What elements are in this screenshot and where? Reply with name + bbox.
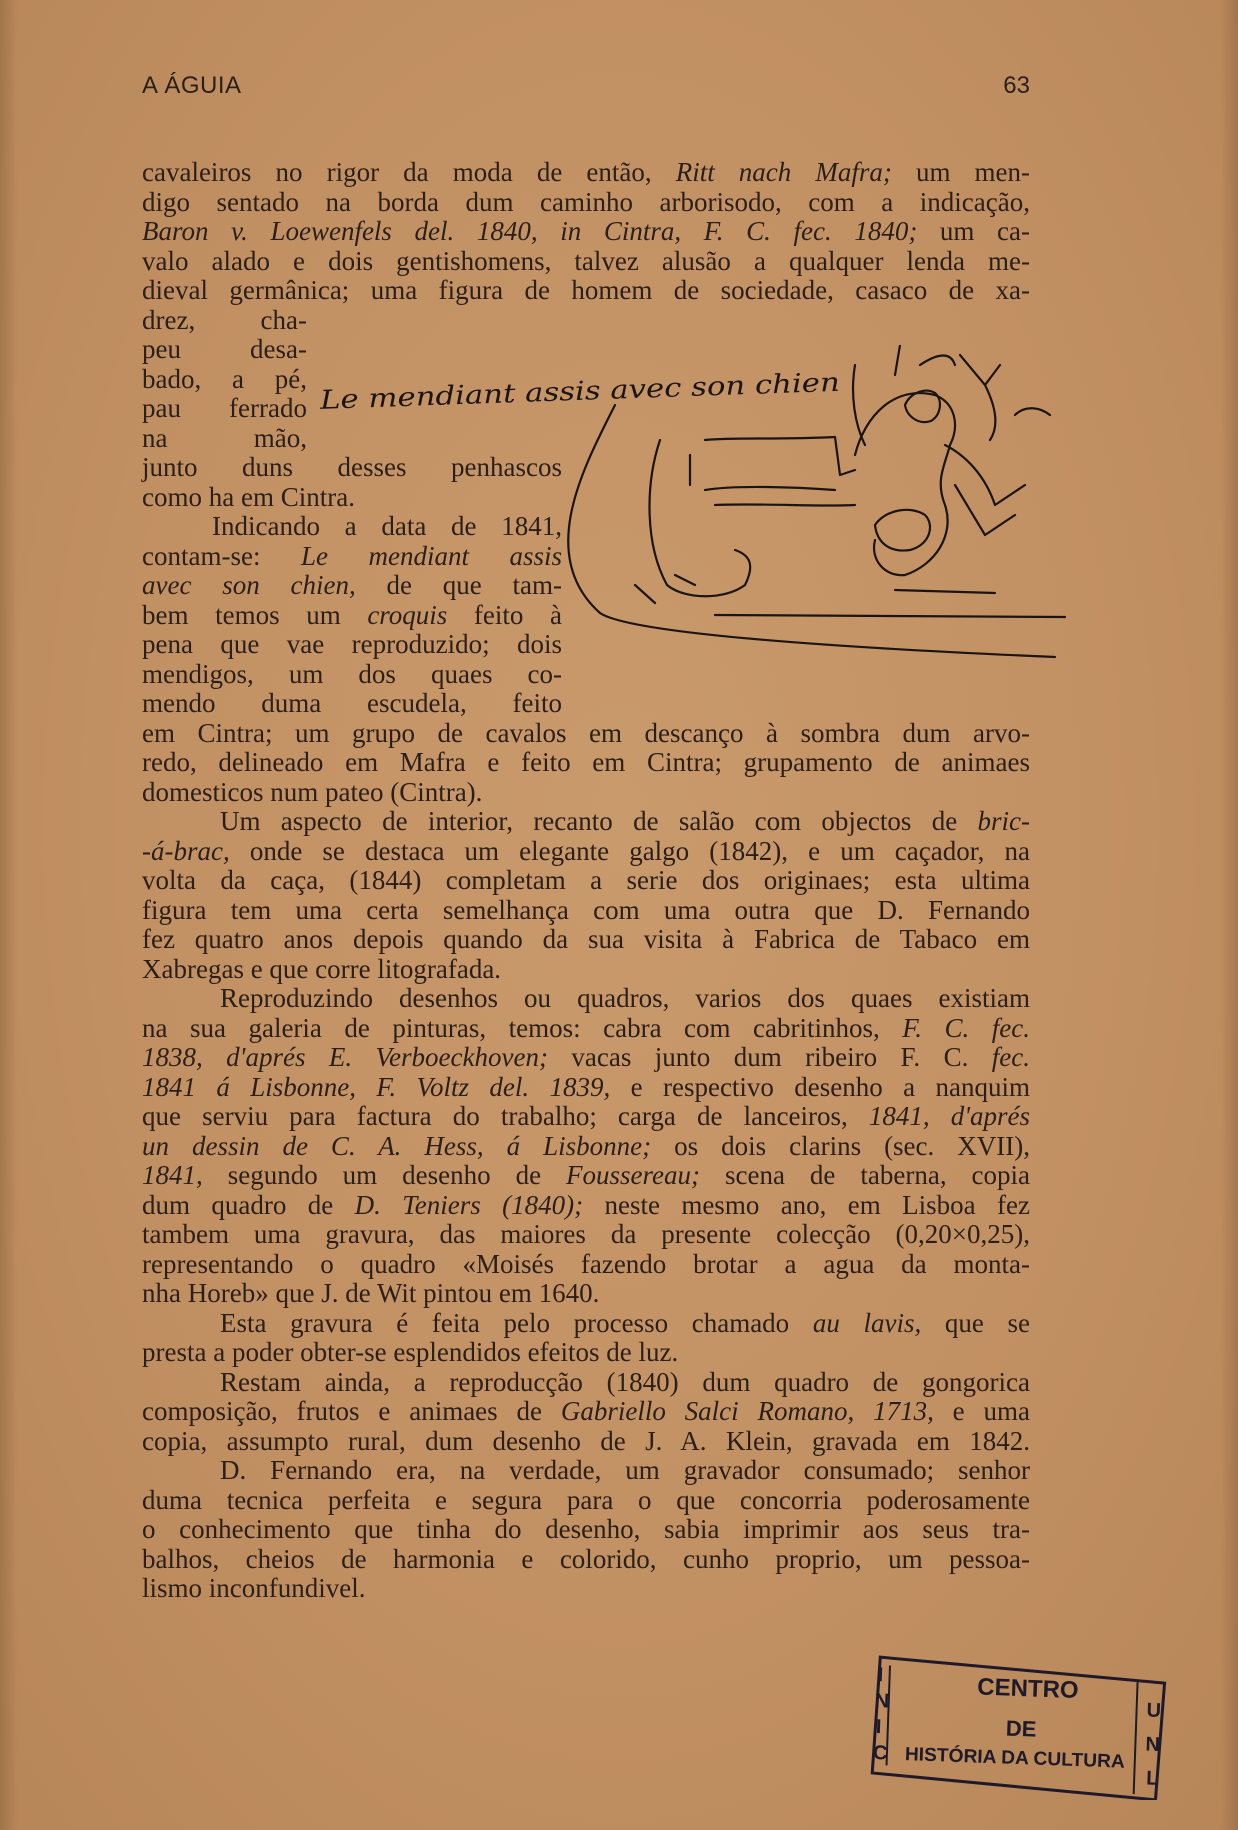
text-segment: Reproduzindo desenhos ou quadros, varios dos quaes existiam: [220, 983, 1030, 1013]
stamp-letter-right-2: N: [1145, 1733, 1161, 1756]
text-segment: pau ferrado: [142, 393, 307, 423]
text-segment: duma tecnica perfeita e segura para o que concorria poderosamente: [142, 1484, 1030, 1515]
text-line: [142, 1073, 1030, 1103]
pen-sketch-illustration: [295, 345, 1075, 685]
text-line: [142, 1486, 1030, 1516]
text-line: [142, 217, 1030, 247]
text-line: [142, 1309, 1030, 1339]
text-segment: croquis: [367, 599, 448, 630]
journal-title: A ÁGUIA: [142, 72, 242, 99]
text-segment: dum quadro de: [142, 1189, 355, 1220]
text-segment: que serviu para factura do trabalho; carga de lanceiros,: [142, 1101, 869, 1131]
text-line: [142, 424, 307, 454]
text-segment: bem temos um: [142, 599, 368, 630]
text-segment: Indicando a data de 1841,: [212, 511, 562, 541]
text-line: [142, 1279, 1030, 1309]
text-segment: dieval germânica; uma figura de homem de sociedade, casaco de xa-: [142, 275, 1030, 305]
text-segment: bado, a pé,: [142, 363, 307, 394]
text-segment: representando o quadro «Moisés fazendo brotar a agua da monta-: [142, 1248, 1030, 1279]
text-line: [142, 1220, 1030, 1250]
text-segment: fez quatro anos depois quando da sua visita à Fabrica de Tabaco em: [142, 924, 1030, 954]
text-segment: como ha em Cintra.: [142, 481, 355, 512]
text-segment: presta a poder obter-se esplendidos efeitos de luz.: [142, 1337, 679, 1367]
text-segment: volta da caça, (1844) completam a serie dos originaes; esta ultima: [142, 865, 1030, 895]
text-segment: D. Teniers (1840);: [354, 1189, 584, 1220]
sketch-dog: [875, 510, 930, 551]
page-edge-right: [1220, 0, 1238, 1830]
text-segment: figura tem uma certa semelhança com uma outra que D. Fernando: [142, 894, 1030, 925]
text-line: [142, 748, 1030, 778]
text-segment: -á-brac,: [142, 835, 230, 866]
text-segment: scena de taberna, copia: [700, 1160, 1031, 1190]
text-segment: digo sentado na borda dum caminho arborisodo, com a indicação,: [142, 186, 1030, 217]
text-segment: copia, assumpto rural, dum desenho de J. A. Klein, gravada em 1842.: [142, 1425, 1030, 1456]
text-segment: D. Fernando era, na verdade, um gravador consumado; senhor: [220, 1455, 1030, 1485]
text-line: [142, 1397, 1030, 1427]
stamp-letter-left-4: C: [872, 1741, 888, 1765]
text-line: [142, 1545, 1030, 1575]
text-line: [142, 158, 1030, 188]
text-segment: composição, frutos e animaes de: [142, 1396, 561, 1426]
text-segment: Foussereau;: [566, 1160, 701, 1190]
text-segment: Baron v. Loewenfels del. 1840, in Cintra, F. C. fec. 1840;: [142, 216, 918, 246]
text-segment: o conhecimento que tinha do desenho, sabia imprimir aos seus tra-: [142, 1514, 1030, 1544]
text-segment: 1841, d'aprés: [868, 1101, 1030, 1131]
text-segment: cavaleiros no rigor da moda de então,: [142, 157, 676, 187]
sketch-handwritten-caption: Le mendiant assis avec son chien: [319, 370, 761, 416]
text-segment: un dessin de C. A. Hess, á Lisbonne;: [142, 1130, 652, 1161]
text-segment: de que tam-: [355, 570, 562, 600]
text-line: [142, 1427, 1030, 1457]
text-segment: nha Horeb» que J. de Wit pintou em 1640.: [142, 1278, 600, 1308]
text-segment: que se: [921, 1307, 1031, 1338]
text-line: [142, 247, 1030, 277]
stamp-letter-left-1: I: [877, 1664, 884, 1687]
text-line: [142, 984, 1030, 1014]
text-segment: au lavis,: [812, 1307, 922, 1338]
text-segment: Xabregas e que corre litografada.: [142, 953, 502, 984]
text-segment: fec.: [991, 1042, 1031, 1072]
text-segment: valo alado e dois gentishomens, talvez alusão a qualquer lenda me-: [142, 245, 1030, 276]
text-line: [142, 925, 1030, 955]
text-segment: neste mesmo ano, em Lisboa fez: [583, 1189, 1030, 1220]
text-line: [142, 306, 307, 336]
page-number: 63: [1003, 72, 1030, 99]
text-segment: 1838, d'aprés E. Verboeckhoven;: [142, 1042, 548, 1072]
text-segment: mendigos, um dos quaes co-: [142, 658, 562, 689]
text-segment: redo, delineado em Mafra e feito em Cintra; grupamento de animaes: [142, 747, 1030, 777]
page-edge-left: [0, 0, 18, 1830]
sketch-figure-seated: [855, 393, 955, 575]
text-segment: em Cintra; um grupo de cavalos em descanço à sombra dum arvo-: [142, 717, 1030, 748]
text-line: [142, 1102, 1030, 1132]
stamp-letter-right-1: U: [1146, 1699, 1162, 1722]
text-line: [142, 719, 1030, 749]
text-segment: drez, cha-: [142, 304, 307, 335]
text-line: [142, 335, 307, 365]
text-segment: e respectivo desenho a nanquim: [610, 1071, 1030, 1102]
text-line: [142, 1368, 1030, 1398]
text-line: [142, 1574, 1030, 1604]
text-line: [142, 1515, 1030, 1545]
text-segment: contam-se:: [142, 540, 301, 571]
text-line: [142, 1132, 1030, 1162]
text-line: [142, 1043, 1030, 1073]
stamp-letter-left-2: N: [874, 1689, 890, 1713]
text-line: [142, 837, 1030, 867]
text-segment: feito à: [447, 599, 562, 630]
text-segment: um ca-: [917, 216, 1030, 246]
text-segment: bric-: [977, 806, 1030, 836]
stamp-line-2: DE: [1005, 1715, 1037, 1742]
text-segment: segundo um desenho de: [202, 1160, 567, 1190]
stamp-line-3: HISTÓRIA DA CULTURA: [904, 1744, 1123, 1773]
text-line: [142, 1014, 1030, 1044]
text-line: [142, 1191, 1030, 1221]
text-segment: na sua galeria de pinturas, temos: cabra com cabritinhos,: [142, 1012, 903, 1043]
stamp-letter-right-3: L: [1145, 1767, 1159, 1790]
text-segment: Gabriello Salci Romano, 1713,: [560, 1396, 934, 1426]
text-segment: vacas junto dum ribeiro F. C.: [547, 1042, 992, 1072]
text-line: [142, 1250, 1030, 1280]
text-segment: onde se destaca um elegante galgo (1842), e um caçador, na: [229, 835, 1030, 866]
text-segment: na mão,: [142, 422, 307, 453]
text-segment: Esta gravura é feita pelo processo chamado: [220, 1307, 813, 1338]
text-segment: domesticos num pateo (Cintra).: [142, 776, 483, 807]
text-line: [142, 689, 562, 719]
text-line: [142, 807, 1030, 837]
text-segment: mendo duma escudela, feito: [142, 688, 562, 718]
text-segment: Restam ainda, a reproducção (1840) dum quadro de gongorica: [220, 1366, 1030, 1397]
library-stamp: [858, 1650, 1178, 1800]
text-segment: 1841,: [142, 1160, 203, 1190]
text-segment: peu desa-: [142, 334, 307, 364]
text-segment: os dois clarins (sec. XVII),: [651, 1130, 1030, 1161]
text-segment: Le mendiant assis: [300, 540, 562, 571]
text-segment: junto duns desses penhascos: [142, 452, 562, 482]
text-segment: lismo inconfundivel.: [142, 1573, 366, 1603]
text-segment: avec son chien,: [142, 570, 356, 600]
text-segment: Ritt nach Mafra;: [675, 157, 892, 187]
text-segment: Um aspecto de interior, recanto de salão com objectos de: [220, 806, 978, 836]
text-line: [142, 1338, 1030, 1368]
text-line: [142, 896, 1030, 926]
text-line: [142, 866, 1030, 896]
text-line: [142, 955, 1030, 985]
text-line: [142, 394, 307, 424]
text-line: [142, 1456, 1030, 1486]
text-segment: F. C. fec.: [902, 1012, 1030, 1043]
text-segment: balhos, cheios de harmonia e colorido, cunho proprio, um pessoa-: [142, 1543, 1030, 1574]
text-line: [142, 188, 1030, 218]
stamp-line-1: CENTRO: [976, 1673, 1080, 1705]
stamp-letter-left-3: I: [875, 1716, 882, 1739]
running-header: [142, 72, 1030, 104]
text-segment: um men-: [891, 157, 1031, 187]
sketch-rock: [650, 440, 751, 596]
text-segment: pena que vae reproduzido; dois: [142, 629, 562, 659]
text-line: [142, 1161, 1030, 1191]
text-line: [142, 778, 1030, 808]
text-segment: 1841 á Lisbonne, F. Voltz del. 1839,: [142, 1071, 611, 1102]
text-segment: e uma: [933, 1396, 1030, 1426]
text-segment: tambem uma gravura, das maiores da presente colecção (0,20×0,25),: [142, 1219, 1030, 1249]
text-line: [142, 365, 307, 395]
text-line: [142, 276, 1030, 306]
